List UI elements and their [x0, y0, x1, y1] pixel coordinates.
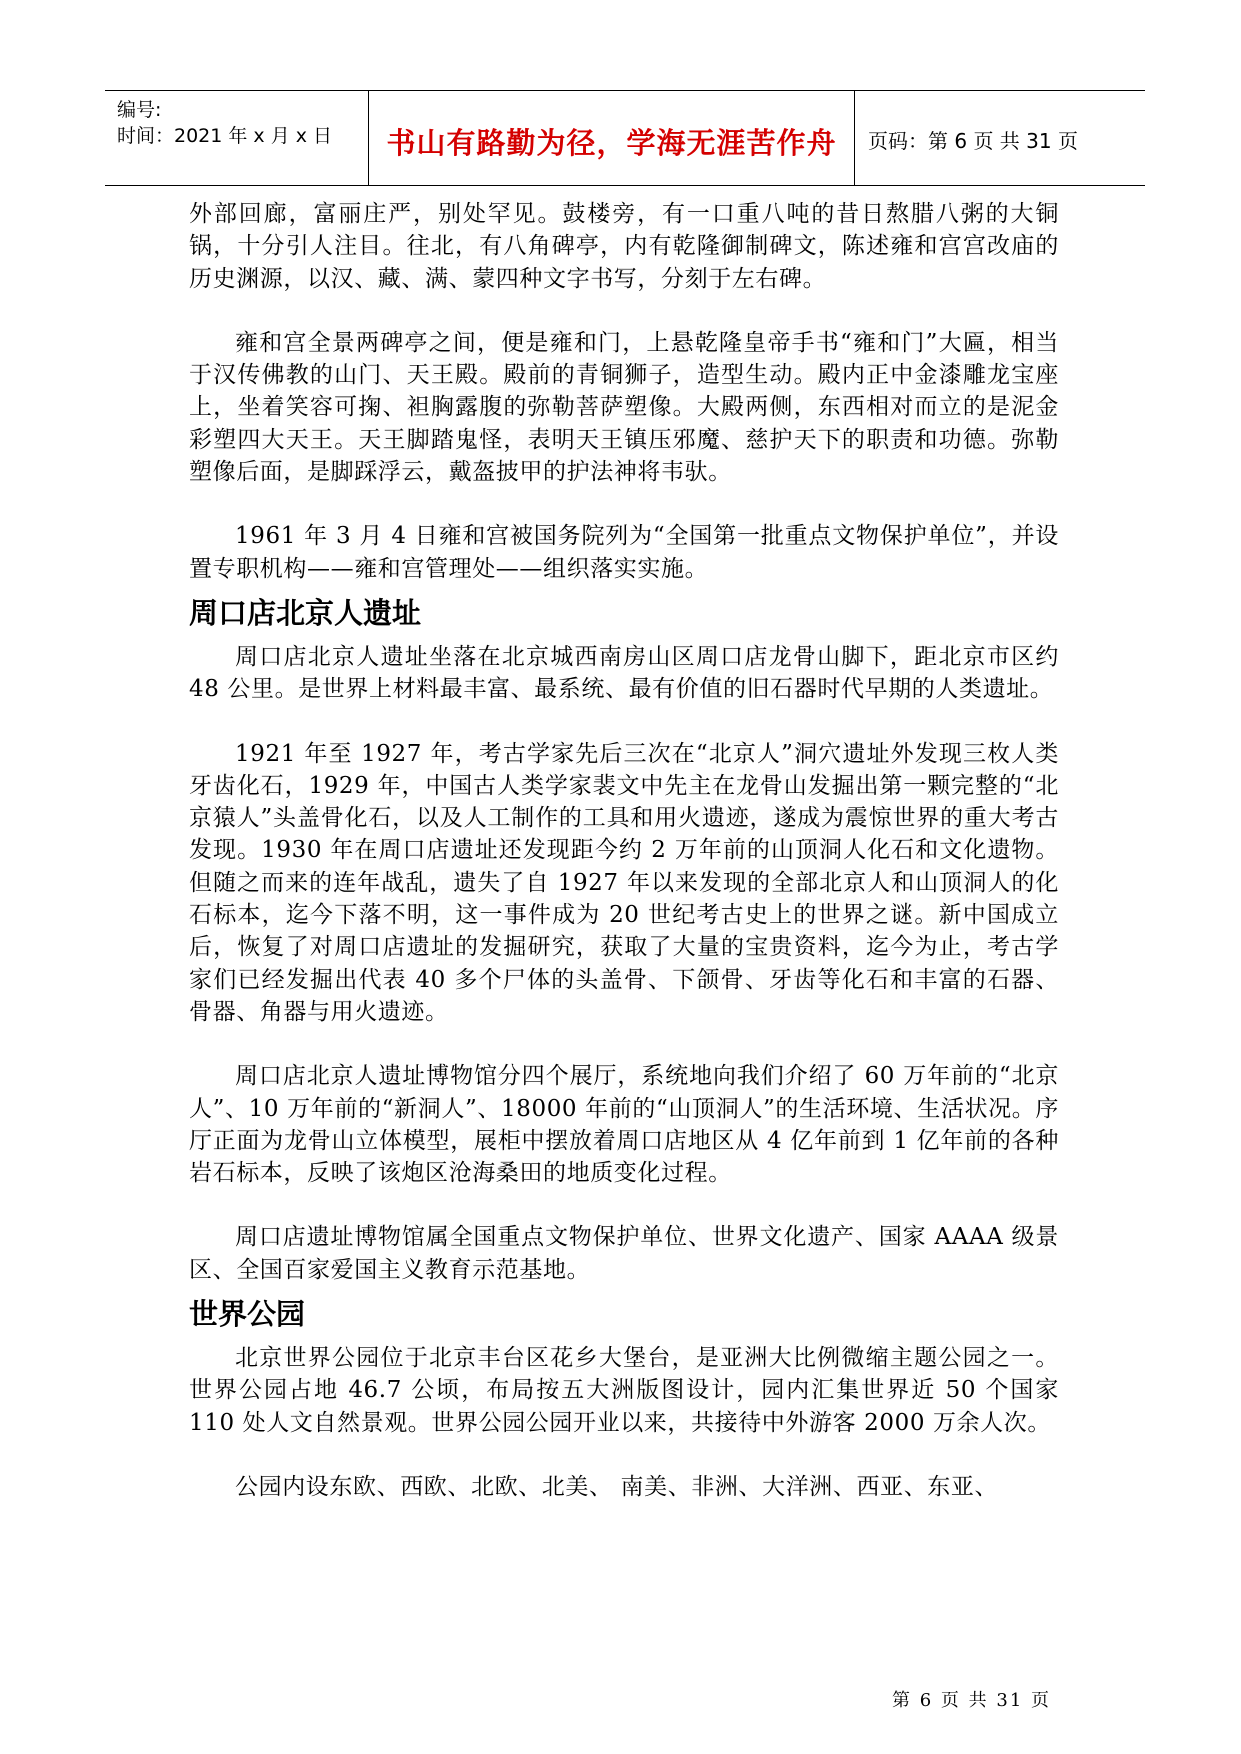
paragraph: 雍和宫全景两碑亭之间，便是雍和门，上悬乾隆皇帝手书“雍和门”大匾，相当于汉传佛教的山门、天王殿。殿前的青铜狮子，造型生动。殿内正中金漆雕龙宝座上，坐着笑容可掬、袒胸露腹的弥勒菩萨塑像。大殿两侧，东西相对而立的是泥金彩塑四大天王。天王脚踏鬼怪，表明天王镇压邪魔、慈护天下的职责和功德。弥勒塑像后面，是脚踩浮云，戴盔披甲的护法神将韦驮。 [189, 329, 1059, 486]
header-motto-cell [369, 91, 855, 185]
header-page-number: 页码：第 6 页 共 31 页 [868, 129, 1078, 153]
header-page-cell [856, 91, 1145, 185]
document-number-label: 编号: [117, 99, 162, 121]
paragraph: 1961 年 3 月 4 日雍和宫被国务院列为“全国第一批重点文物保护单位”，并设置专职机构——雍和宫管理处——组织落实实施。 [189, 523, 1059, 582]
document-date: 时间：2021 年 x 月 x 日 [117, 125, 333, 147]
section-heading: 世界公园 [189, 1297, 306, 1332]
page-footer: 第 6 页 共 31 页 [892, 1690, 1051, 1711]
document-body [189, 198, 1059, 1503]
paragraph: 周口店遗址博物馆属全国重点文物保护单位、世界文化遗产、国家 AAAA 级景区、全国百家爱国主义教育示范基地。 [189, 1224, 1059, 1283]
header-info-cell [105, 91, 369, 185]
document-header [105, 90, 1145, 186]
paragraph: 外部回廊，富丽庄严，别处罕见。鼓楼旁，有一口重八吨的昔日熬腊八粥的大铜锅，十分引人注目。往北，有八角碑亭，内有乾隆御制碑文，陈述雍和宫宫改庙的历史渊源，以汉、藏、满、蒙四种文字书写，分刻于左右碑。 [189, 201, 1059, 292]
header-motto: 书山有路勤为径，学海无涯苦作舟 [386, 126, 837, 160]
paragraph: 北京世界公园位于北京丰台区花乡大堡台，是亚洲大比例微缩主题公园之一。世界公园占地 46.7 公顷，布局按五大洲版图设计，园内汇集世界近 50 个国家 110 处人文自然景观。世界公园公园开业以来，共接待中外游客 2000 万余人次。 [189, 1345, 1059, 1436]
section-heading: 周口店北京人遗址 [189, 595, 422, 630]
paragraph: 公园内设东欧、西欧、北欧、北美、 南美、非洲、大洋洲、西亚、东亚、 [235, 1473, 999, 1500]
paragraph: 1921 年至 1927 年，考古学家先后三次在“北京人”洞穴遗址外发现三枚人类牙齿化石，1929 年，中国古人类学家裴文中先主在龙骨山发掘出第一颗完整的“北京猿人”头盖骨化石，以及人工制作的工具和用火遗迹，遂成为震惊世界的重大考古发现。1930 年在周口店遗址还发现距今约 2 万年前的山顶洞人化石和文化遗物。但随之而来的连年战乱，遗失了自 1927 年以来发现的全部北京人和山顶洞人的化石标本，迄今下落不明，这一事件成为 20 世纪考古史上的世界之谜。新中国成立后，恢复了对周口店遗址的发掘研究，获取了大量的宝贵资料，迄今为止，考古学家们已经发掘出代表 40 多个尸体的头盖骨、下颌骨、牙齿等化石和丰富的石器、骨器、角器与用火遗迹。 [189, 740, 1059, 1025]
paragraph: 周口店北京人遗址坐落在北京城西南房山区周口店龙骨山脚下，距北京市区约 48 公里。是世界上材料最丰富、最系统、最有价值的旧石器时代早期的人类遗址。 [189, 643, 1059, 703]
paragraph: 周口店北京人遗址博物馆分四个展厅，系统地向我们介绍了 60 万年前的“北京人”、10 万年前的“新洞人”、18000 年前的“山顶洞人”的生活环境、生活状况。序厅正面为龙骨山立体模型，展柜中摆放着周口店地区从 4 亿年前到 1 亿年前的各种岩石标本，反映了该炮区沧海桑田的地质变化过程。 [189, 1063, 1059, 1187]
